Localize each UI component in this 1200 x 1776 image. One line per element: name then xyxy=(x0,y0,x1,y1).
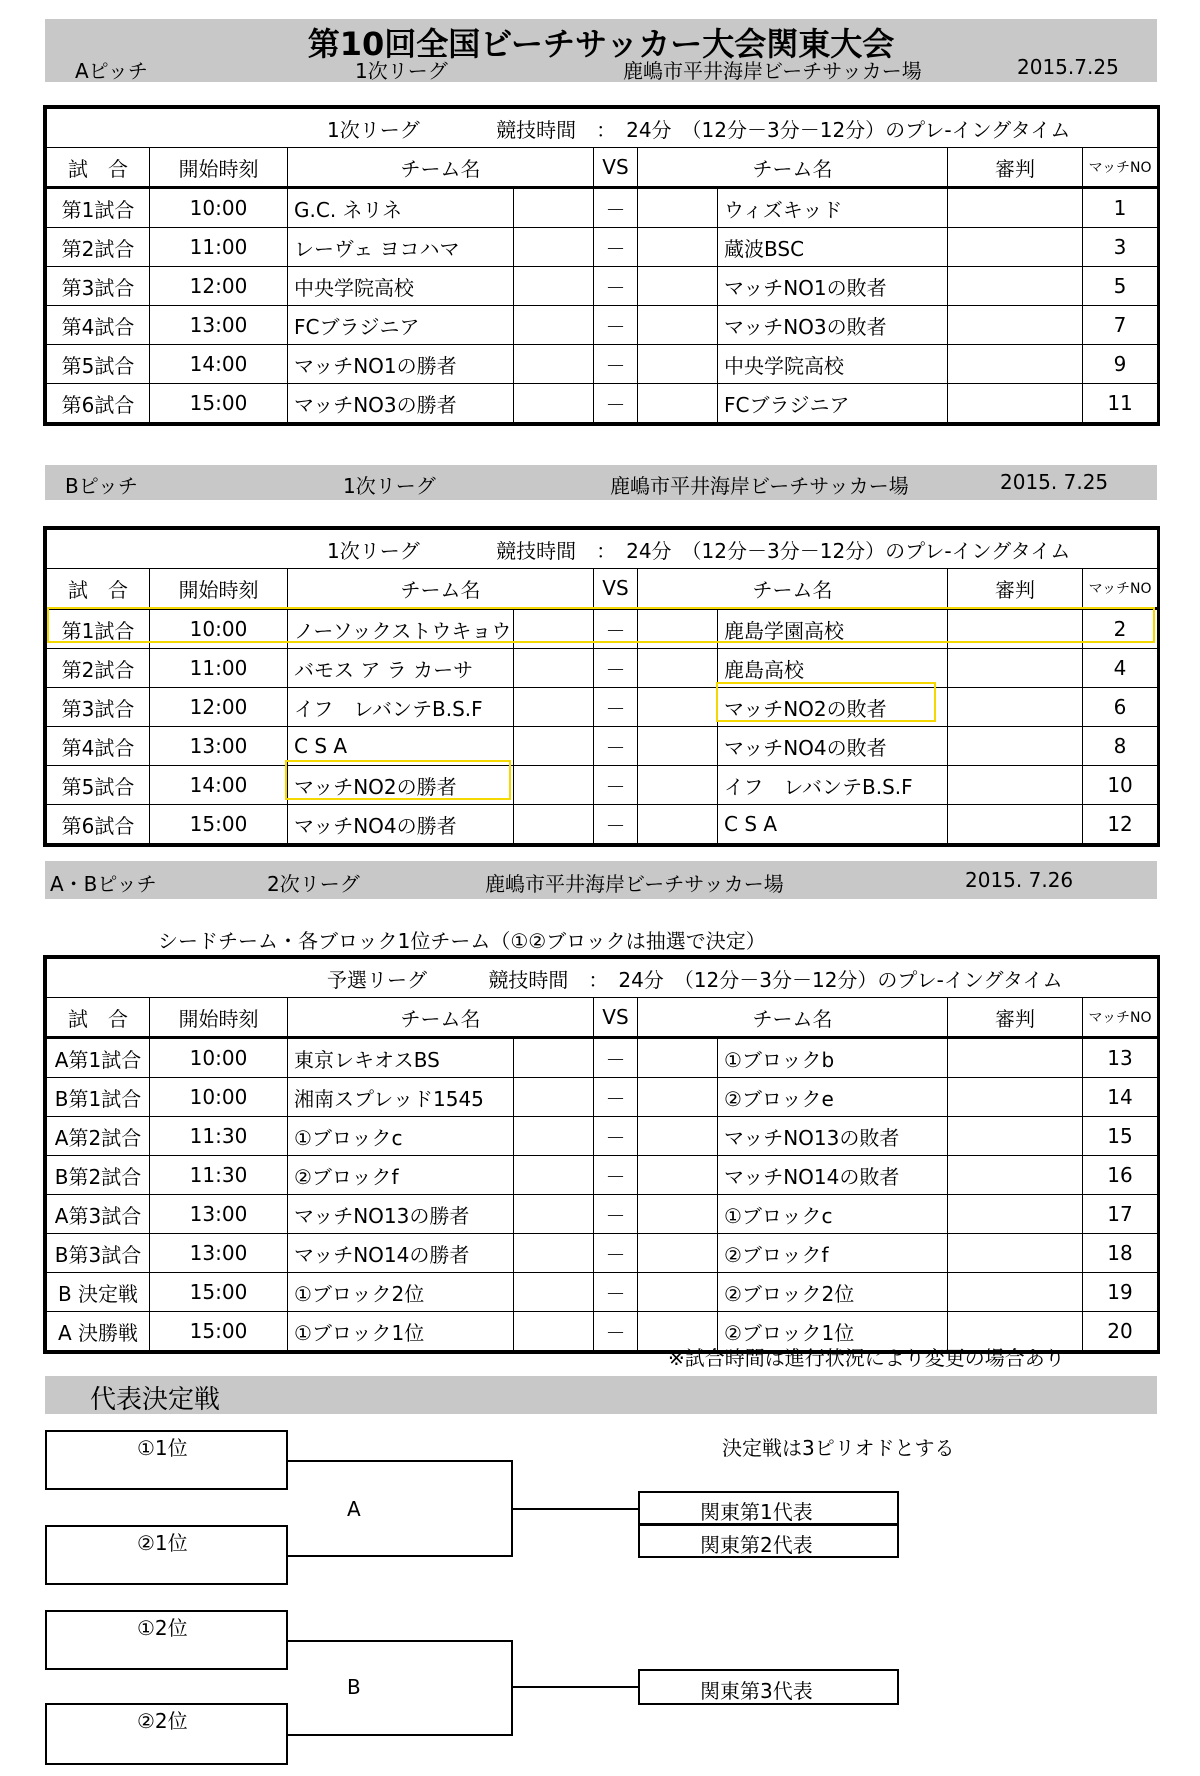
team1-cell: ①ブロック1位 xyxy=(288,1312,514,1351)
table-a xyxy=(43,105,1160,426)
match-cell: 第3試合 xyxy=(47,267,150,306)
blank-cell xyxy=(514,649,594,688)
team2-cell: マッチNO2の敗者 xyxy=(718,688,948,727)
time-note: ※試合時間は進行状況により変更の場合あり xyxy=(668,1346,1065,1370)
referee-cell xyxy=(948,188,1083,228)
bracket-line xyxy=(288,1460,513,1462)
team1-cell: イフ レバンテB.S.F xyxy=(288,688,514,727)
match-cell: B第1試合 xyxy=(47,1078,150,1117)
col-time: 開始時刻 xyxy=(150,569,288,609)
time-cell: 14:00 xyxy=(150,766,288,805)
match-cell: 第3試合 xyxy=(47,688,150,727)
referee-cell xyxy=(948,1195,1083,1234)
blank-cell xyxy=(638,1195,718,1234)
table-row xyxy=(47,1156,1158,1195)
team1-cell: 東京レキオスBS xyxy=(288,1038,514,1078)
time-cell: 13:00 xyxy=(150,1234,288,1273)
match-cell: A第1試合 xyxy=(47,1038,150,1078)
seed-label: ①2位 xyxy=(137,1616,188,1640)
match-no-cell: 17 xyxy=(1083,1195,1158,1234)
team2-cell: マッチNO4の敗者 xyxy=(718,727,948,766)
vs-cell: － xyxy=(594,188,638,228)
match-cell: A 決勝戦 xyxy=(47,1312,150,1351)
match-cell: 第5試合 xyxy=(47,766,150,805)
pitch-a-label: Aピッチ xyxy=(75,59,148,83)
team1-cell: ①ブロックc xyxy=(288,1117,514,1156)
table-row xyxy=(47,1117,1158,1156)
match-cell: 第1試合 xyxy=(47,609,150,649)
vs-cell: － xyxy=(594,688,638,727)
result-box-1 xyxy=(638,1491,899,1525)
table-row xyxy=(47,384,1158,423)
team1-cell: 湘南スプレッド1545 xyxy=(288,1078,514,1117)
blank-cell xyxy=(638,688,718,727)
seed-box-1 xyxy=(45,1430,288,1490)
vs-cell: － xyxy=(594,1195,638,1234)
blank-cell xyxy=(514,1234,594,1273)
col-referee: 審判 xyxy=(948,998,1083,1038)
bracket-line xyxy=(288,1734,513,1736)
blank-cell xyxy=(514,267,594,306)
vs-cell: － xyxy=(594,766,638,805)
vs-cell: － xyxy=(594,1078,638,1117)
caption-row xyxy=(47,530,1158,569)
venue-a-label: 鹿嶋市平井海岸ビーチサッカー場 xyxy=(623,59,922,83)
date-a-label: 2015.7.25 xyxy=(1017,55,1119,79)
blank-cell xyxy=(638,609,718,649)
time-cell: 13:00 xyxy=(150,1195,288,1234)
bracket-line xyxy=(288,1555,513,1557)
vs-cell: － xyxy=(594,1117,638,1156)
col-no: マッチNO xyxy=(1083,998,1158,1038)
pitch-ab-band xyxy=(45,861,1157,899)
time-cell: 14:00 xyxy=(150,345,288,384)
caption-row xyxy=(47,109,1158,148)
blank-cell xyxy=(638,228,718,267)
league-b-label: 1次リーグ xyxy=(343,474,436,498)
caption-row xyxy=(47,959,1158,998)
referee-cell xyxy=(948,345,1083,384)
blank-cell xyxy=(638,1038,718,1078)
result-box-2 xyxy=(638,1524,899,1558)
table-row xyxy=(47,1038,1158,1078)
blank-cell xyxy=(638,1156,718,1195)
blank-cell xyxy=(514,1156,594,1195)
blank-cell xyxy=(514,727,594,766)
match-no-cell: 10 xyxy=(1083,766,1158,805)
caption-rule: 競技時間 ： 24分 （12分－3分－12分）のプレ-イングタイム xyxy=(488,967,1063,992)
bracket-line xyxy=(511,1508,639,1510)
match-no-cell: 8 xyxy=(1083,727,1158,766)
page-title: 第10回全国ビーチサッカー大会関東大会 xyxy=(307,25,895,63)
match-cell: 第4試合 xyxy=(47,306,150,345)
team1-cell: G.C. ネリネ xyxy=(288,188,514,228)
league-a-label: 1次リーグ xyxy=(355,59,448,83)
table-c xyxy=(43,955,1160,1354)
rep-note: 決定戦は3ピリオドとする xyxy=(722,1436,955,1460)
venue-ab-label: 鹿嶋市平井海岸ビーチサッカー場 xyxy=(485,872,784,896)
referee-cell xyxy=(948,267,1083,306)
blank-cell xyxy=(638,766,718,805)
blank-cell xyxy=(514,384,594,423)
referee-cell xyxy=(948,1156,1083,1195)
team2-cell: ①ブロックb xyxy=(718,1038,948,1078)
pitch-b-band xyxy=(45,465,1157,500)
seed-box-2 xyxy=(45,1525,288,1585)
team2-cell: マッチNO14の敗者 xyxy=(718,1156,948,1195)
match-cell: 第1試合 xyxy=(47,188,150,228)
result-label: 関東第2代表 xyxy=(700,1533,813,1557)
col-team2: チーム名 xyxy=(638,569,948,609)
team1-cell: マッチNO13の勝者 xyxy=(288,1195,514,1234)
title-band xyxy=(45,19,1157,82)
time-cell: 10:00 xyxy=(150,609,288,649)
table-row xyxy=(47,805,1158,844)
table-row xyxy=(47,649,1158,688)
vs-cell: － xyxy=(594,228,638,267)
referee-cell xyxy=(948,805,1083,844)
table-row xyxy=(47,267,1158,306)
match-cell: 第4試合 xyxy=(47,727,150,766)
time-cell: 12:00 xyxy=(150,688,288,727)
blank-cell xyxy=(638,1273,718,1312)
match-cell: 第6試合 xyxy=(47,384,150,423)
match-no-cell: 13 xyxy=(1083,1038,1158,1078)
schedule-table-c xyxy=(46,958,1158,1351)
vs-cell: － xyxy=(594,727,638,766)
match-cell: B第2試合 xyxy=(47,1156,150,1195)
table-row xyxy=(47,1273,1158,1312)
team1-cell: C S A xyxy=(288,727,514,766)
col-team1: チーム名 xyxy=(288,569,594,609)
vs-cell: － xyxy=(594,384,638,423)
match-no-cell: 15 xyxy=(1083,1117,1158,1156)
team1-cell: ②ブロックf xyxy=(288,1156,514,1195)
blank-cell xyxy=(638,727,718,766)
col-team2: チーム名 xyxy=(638,148,948,188)
time-cell: 10:00 xyxy=(150,1078,288,1117)
team2-cell: 鹿島学園高校 xyxy=(718,609,948,649)
vs-cell: － xyxy=(594,649,638,688)
blank-cell xyxy=(514,1312,594,1351)
table-row xyxy=(47,228,1158,267)
schedule-table-b xyxy=(46,529,1158,844)
time-cell: 11:00 xyxy=(150,228,288,267)
time-cell: 13:00 xyxy=(150,727,288,766)
time-cell: 11:30 xyxy=(150,1117,288,1156)
match-no-cell: 1 xyxy=(1083,188,1158,228)
team2-cell: ウィズキッド xyxy=(718,188,948,228)
match-no-cell: 16 xyxy=(1083,1156,1158,1195)
referee-cell xyxy=(948,1234,1083,1273)
team2-cell: FCブラジニア xyxy=(718,384,948,423)
venue-b-label: 鹿嶋市平井海岸ビーチサッカー場 xyxy=(610,474,909,498)
col-team1: チーム名 xyxy=(288,998,594,1038)
team1-cell: バモス ア ラ カーサ xyxy=(288,649,514,688)
time-cell: 10:00 xyxy=(150,188,288,228)
col-referee: 審判 xyxy=(948,148,1083,188)
blank-cell xyxy=(514,188,594,228)
bracket-line xyxy=(288,1640,513,1642)
team1-cell: レーヴェ ヨコハマ xyxy=(288,228,514,267)
blank-cell xyxy=(514,688,594,727)
group-a-label: A xyxy=(347,1497,361,1521)
rep-heading: 代表決定戦 xyxy=(90,1385,221,1415)
team1-cell: マッチNO2の勝者 xyxy=(288,766,514,805)
caption-league: 1次リーグ xyxy=(327,538,420,563)
time-cell: 11:00 xyxy=(150,649,288,688)
col-time: 開始時刻 xyxy=(150,148,288,188)
referee-cell xyxy=(948,688,1083,727)
blank-cell xyxy=(638,306,718,345)
blank-cell xyxy=(638,345,718,384)
referee-cell xyxy=(948,1117,1083,1156)
match-no-cell: 7 xyxy=(1083,306,1158,345)
referee-cell xyxy=(948,306,1083,345)
match-cell: B第3試合 xyxy=(47,1234,150,1273)
match-no-cell: 12 xyxy=(1083,805,1158,844)
col-vs: VS xyxy=(594,569,638,609)
time-cell: 15:00 xyxy=(150,1312,288,1351)
team2-cell: 鹿島高校 xyxy=(718,649,948,688)
col-match: 試 合 xyxy=(47,148,150,188)
table-row xyxy=(47,609,1158,649)
pitch-b-label: Bピッチ xyxy=(65,474,138,498)
time-cell: 15:00 xyxy=(150,805,288,844)
time-cell: 12:00 xyxy=(150,267,288,306)
match-cell: A第2試合 xyxy=(47,1117,150,1156)
blank-cell xyxy=(638,188,718,228)
referee-cell xyxy=(948,1273,1083,1312)
time-cell: 11:30 xyxy=(150,1156,288,1195)
match-cell: A第3試合 xyxy=(47,1195,150,1234)
vs-cell: － xyxy=(594,805,638,844)
table-b xyxy=(43,526,1160,847)
date-ab-label: 2015. 7.26 xyxy=(965,868,1074,892)
match-no-cell: 20 xyxy=(1083,1312,1158,1351)
team1-cell: マッチNO14の勝者 xyxy=(288,1234,514,1273)
time-cell: 15:00 xyxy=(150,1273,288,1312)
col-vs: VS xyxy=(594,998,638,1038)
table-row xyxy=(47,1234,1158,1273)
table-row xyxy=(47,688,1158,727)
vs-cell: － xyxy=(594,306,638,345)
table-row xyxy=(47,766,1158,805)
caption-rule: 競技時間 ： 24分 （12分－3分－12分）のプレ-イングタイム xyxy=(496,538,1071,563)
seed-label: ②1位 xyxy=(137,1531,188,1555)
referee-cell xyxy=(948,1078,1083,1117)
match-cell: 第2試合 xyxy=(47,228,150,267)
group-b-label: B xyxy=(347,1675,361,1699)
match-cell: 第5試合 xyxy=(47,345,150,384)
col-no: マッチNO xyxy=(1083,569,1158,609)
team1-cell: マッチNO1の勝者 xyxy=(288,345,514,384)
col-team1: チーム名 xyxy=(288,148,594,188)
caption-rule: 競技時間 ： 24分 （12分－3分－12分）のプレ-イングタイム xyxy=(496,117,1071,142)
team2-cell: ②ブロックf xyxy=(718,1234,948,1273)
date-b-label: 2015. 7.25 xyxy=(1000,470,1109,494)
result-label: 関東第1代表 xyxy=(700,1500,813,1524)
vs-cell: － xyxy=(594,1273,638,1312)
league-ab-label: 2次リーグ xyxy=(267,872,360,896)
referee-cell xyxy=(948,649,1083,688)
blank-cell xyxy=(638,384,718,423)
table-row xyxy=(47,188,1158,228)
result-box-3 xyxy=(638,1669,899,1705)
team2-cell: イフ レバンテB.S.F xyxy=(718,766,948,805)
match-cell: B 決定戦 xyxy=(47,1273,150,1312)
match-no-cell: 11 xyxy=(1083,384,1158,423)
team1-cell: マッチNO4の勝者 xyxy=(288,805,514,844)
team2-cell: マッチNO1の敗者 xyxy=(718,267,948,306)
blank-cell xyxy=(514,228,594,267)
team2-cell: マッチNO3の敗者 xyxy=(718,306,948,345)
team1-cell: 中央学院高校 xyxy=(288,267,514,306)
vs-cell: － xyxy=(594,267,638,306)
col-match: 試 合 xyxy=(47,998,150,1038)
blank-cell xyxy=(514,1273,594,1312)
time-cell: 15:00 xyxy=(150,384,288,423)
seed-note: シードチーム・各ブロック1位チーム（①②ブロックは抽選で決定） xyxy=(158,929,766,953)
blank-cell xyxy=(514,1078,594,1117)
match-no-cell: 9 xyxy=(1083,345,1158,384)
header-row xyxy=(47,569,1158,609)
vs-cell: － xyxy=(594,1312,638,1351)
seed-label: ②2位 xyxy=(137,1709,188,1733)
caption-league: 1次リーグ xyxy=(327,117,420,142)
blank-cell xyxy=(638,805,718,844)
vs-cell: － xyxy=(594,1038,638,1078)
team1-cell: FCブラジニア xyxy=(288,306,514,345)
time-cell: 13:00 xyxy=(150,306,288,345)
pitch-ab-label: A・Bピッチ xyxy=(50,872,157,896)
blank-cell xyxy=(638,1078,718,1117)
col-team2: チーム名 xyxy=(638,998,948,1038)
team1-cell: ノーソックストウキョウ xyxy=(288,609,514,649)
time-cell: 10:00 xyxy=(150,1038,288,1078)
match-no-cell: 3 xyxy=(1083,228,1158,267)
match-no-cell: 4 xyxy=(1083,649,1158,688)
rep-band xyxy=(45,1376,1157,1414)
blank-cell xyxy=(514,1195,594,1234)
match-cell: 第2試合 xyxy=(47,649,150,688)
referee-cell xyxy=(948,766,1083,805)
referee-cell xyxy=(948,1038,1083,1078)
team1-cell: マッチNO3の勝者 xyxy=(288,384,514,423)
col-match: 試 合 xyxy=(47,569,150,609)
blank-cell xyxy=(514,1038,594,1078)
col-time: 開始時刻 xyxy=(150,998,288,1038)
blank-cell xyxy=(638,1117,718,1156)
blank-cell xyxy=(514,805,594,844)
team2-cell: C S A xyxy=(718,805,948,844)
table-row xyxy=(47,727,1158,766)
header-row xyxy=(47,998,1158,1038)
table-row xyxy=(47,1195,1158,1234)
team2-cell: ①ブロックc xyxy=(718,1195,948,1234)
blank-cell xyxy=(638,1234,718,1273)
vs-cell: － xyxy=(594,345,638,384)
team2-cell: ②ブロックe xyxy=(718,1078,948,1117)
referee-cell xyxy=(948,228,1083,267)
blank-cell xyxy=(638,267,718,306)
blank-cell xyxy=(514,306,594,345)
blank-cell xyxy=(514,766,594,805)
match-no-cell: 19 xyxy=(1083,1273,1158,1312)
table-row xyxy=(47,1078,1158,1117)
team2-cell: ②ブロック2位 xyxy=(718,1273,948,1312)
referee-cell xyxy=(948,384,1083,423)
col-referee: 審判 xyxy=(948,569,1083,609)
team2-cell: 中央学院高校 xyxy=(718,345,948,384)
table-row xyxy=(47,306,1158,345)
team1-cell: ①ブロック2位 xyxy=(288,1273,514,1312)
header-row xyxy=(47,148,1158,188)
blank-cell xyxy=(514,609,594,649)
col-no: マッチNO xyxy=(1083,148,1158,188)
match-cell: 第6試合 xyxy=(47,805,150,844)
match-no-cell: 6 xyxy=(1083,688,1158,727)
col-vs: VS xyxy=(594,148,638,188)
vs-cell: － xyxy=(594,609,638,649)
match-no-cell: 18 xyxy=(1083,1234,1158,1273)
team2-cell: ②ブロック1位 xyxy=(718,1312,948,1351)
result-label: 関東第3代表 xyxy=(700,1679,813,1703)
match-no-cell: 14 xyxy=(1083,1078,1158,1117)
caption-league: 予選リーグ xyxy=(327,967,427,992)
blank-cell xyxy=(514,345,594,384)
seed-label: ①1位 xyxy=(137,1436,188,1460)
match-no-cell: 2 xyxy=(1083,609,1158,649)
bracket-line xyxy=(511,1640,513,1736)
referee-cell xyxy=(948,727,1083,766)
referee-cell xyxy=(948,609,1083,649)
team2-cell: 蔵波BSC xyxy=(718,228,948,267)
blank-cell xyxy=(514,1117,594,1156)
schedule-table-a xyxy=(46,108,1158,423)
bracket-line xyxy=(511,1686,639,1688)
vs-cell: － xyxy=(594,1156,638,1195)
seed-box-4 xyxy=(45,1703,288,1765)
seed-box-3 xyxy=(45,1610,288,1670)
blank-cell xyxy=(638,649,718,688)
vs-cell: － xyxy=(594,1234,638,1273)
table-row xyxy=(47,345,1158,384)
team2-cell: マッチNO13の敗者 xyxy=(718,1117,948,1156)
match-no-cell: 5 xyxy=(1083,267,1158,306)
